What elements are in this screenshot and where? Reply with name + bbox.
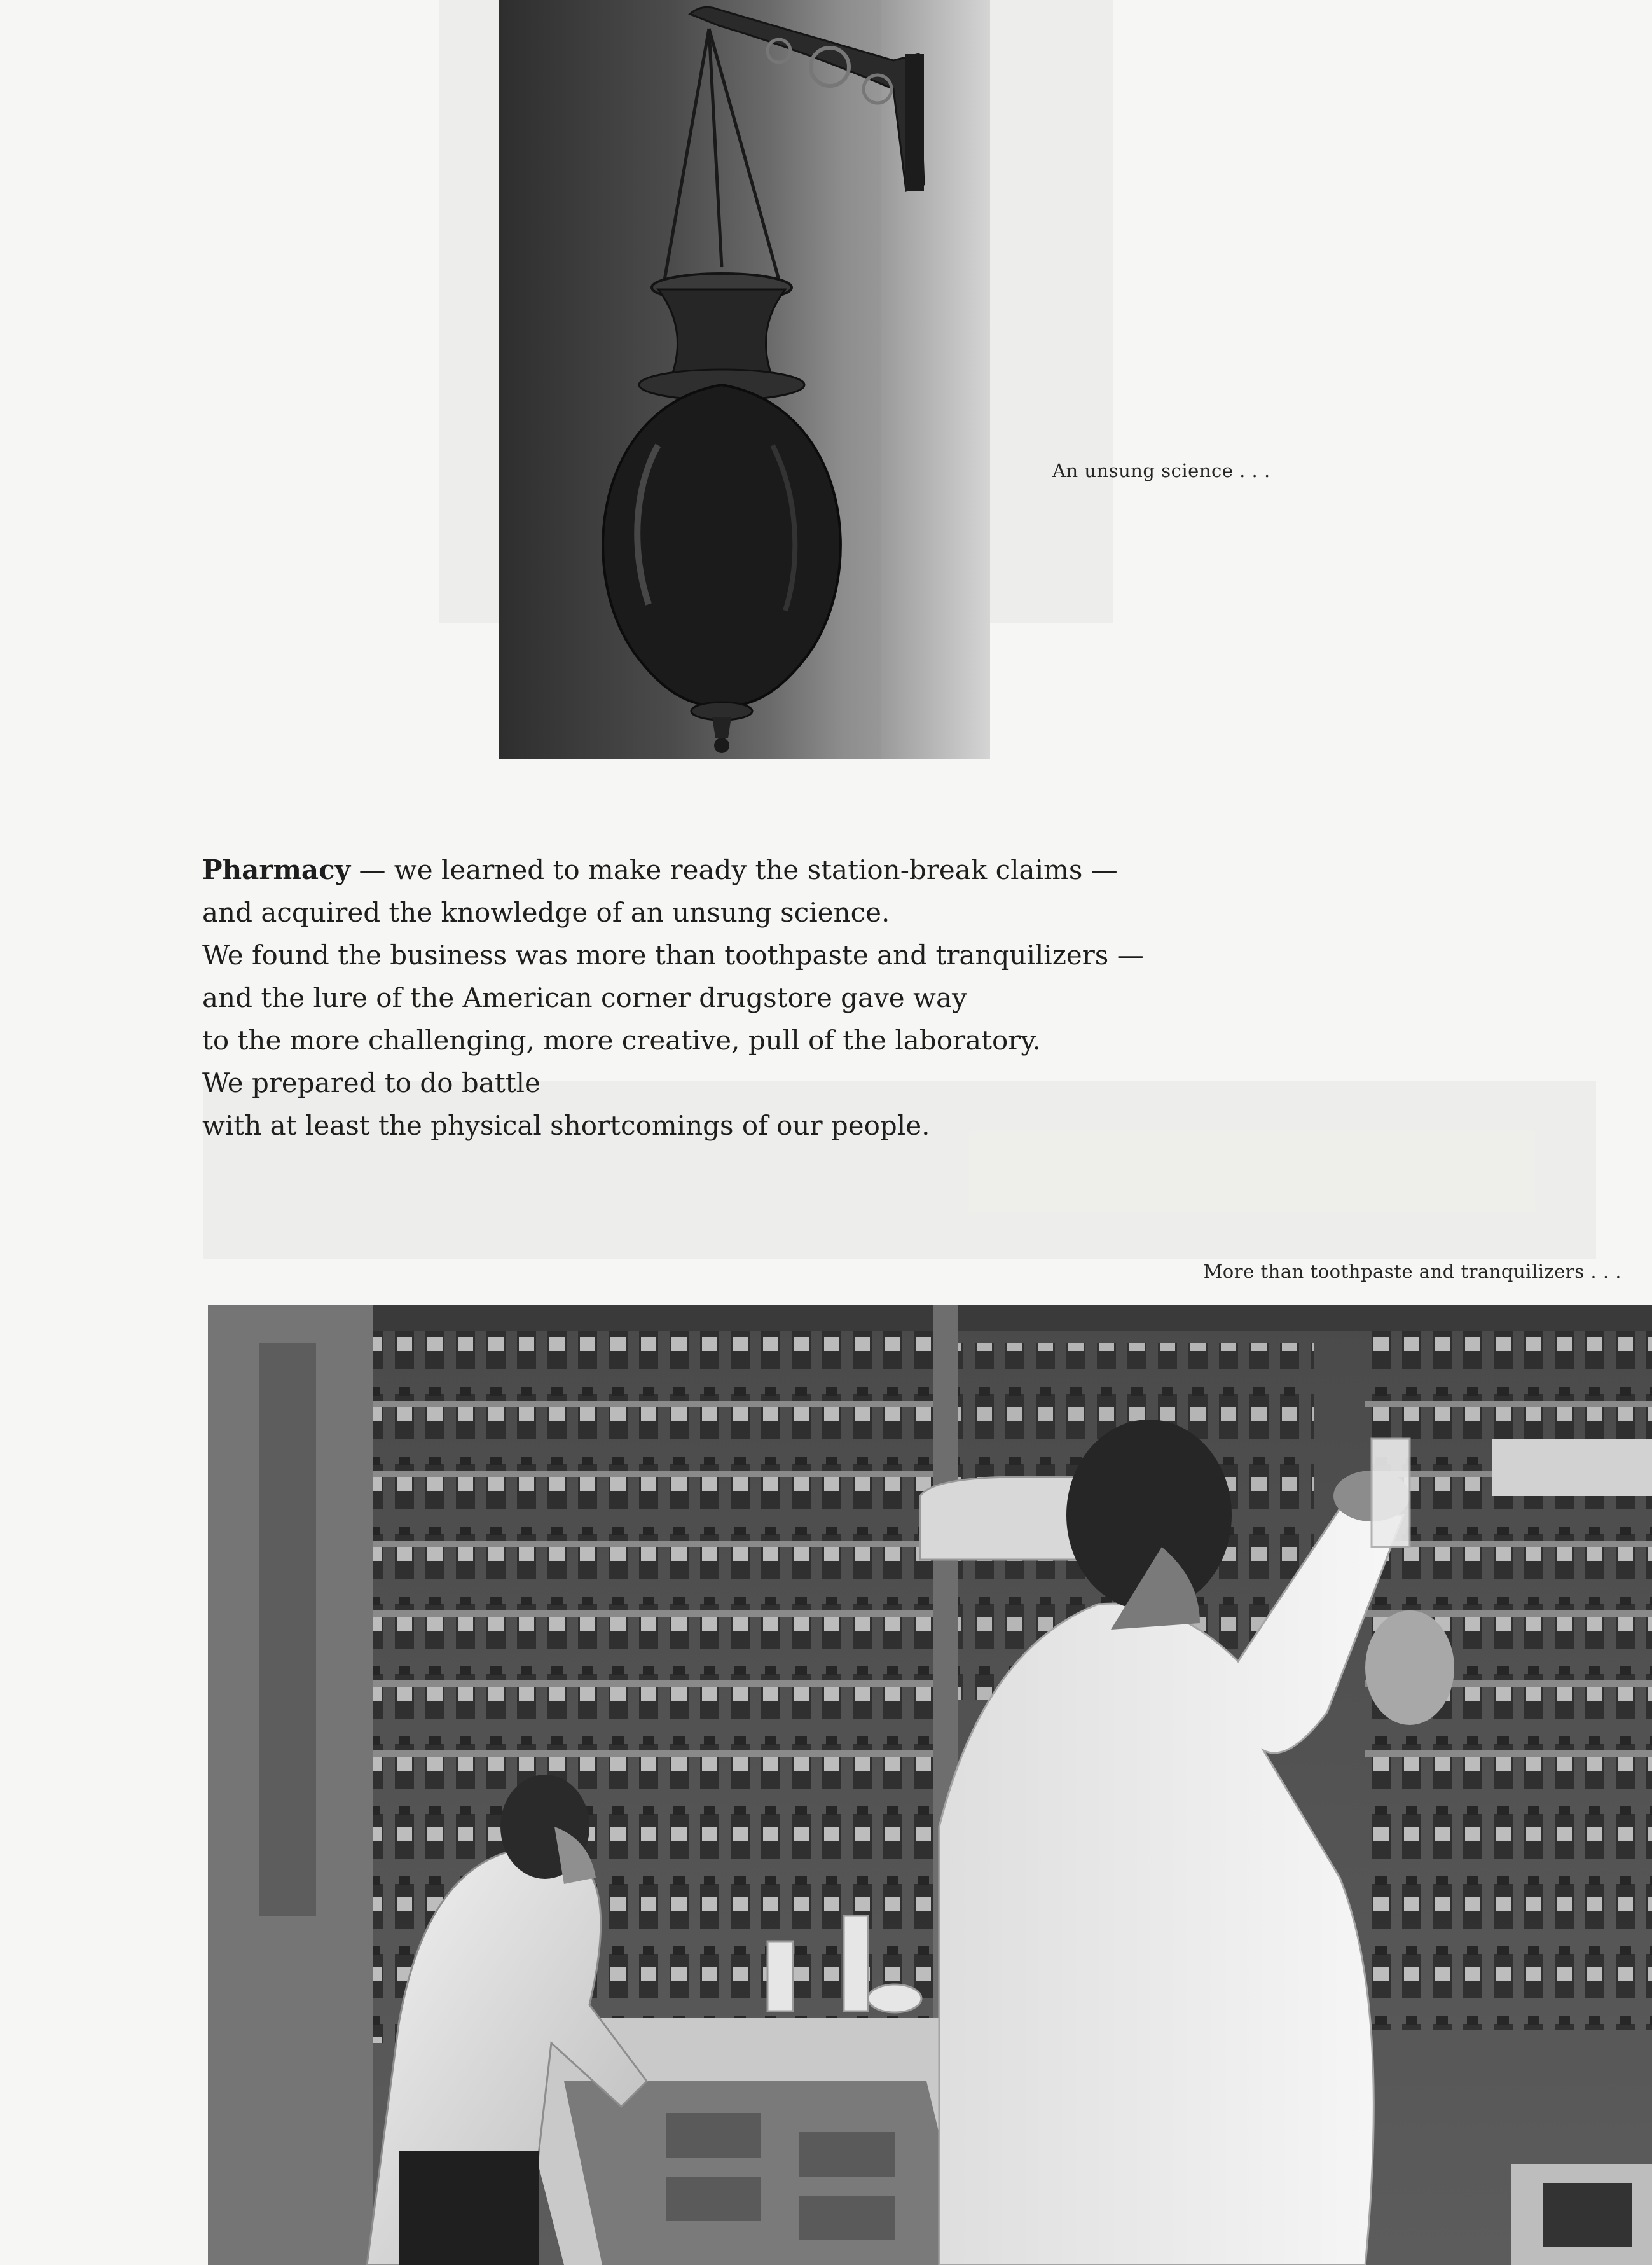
body-line: with at least the physical shortcomings of our people. <box>202 1110 930 1141</box>
body-paragraph <box>202 849 1220 1147</box>
hanging-chains <box>664 29 779 280</box>
bottom-photo-caption: More than toothpaste and tranquilizers . . . <box>1203 1261 1621 1282</box>
apothecary-globe-photo <box>499 0 990 759</box>
body-line-text: — we learned to make ready the station-break claims — <box>350 854 1118 885</box>
body-line <box>202 849 1220 891</box>
wall-bracket <box>690 7 924 191</box>
top-photo-caption: An unsung science . . . <box>1052 460 1270 481</box>
pharmacy-lab-photo <box>208 1305 1652 2265</box>
body-line: to the more challenging, more creative, pull of the laboratory. <box>202 1025 1041 1056</box>
lead-word: Pharmacy <box>202 854 351 885</box>
body-line: We prepared to do battle <box>202 1067 540 1098</box>
body-line: and the lure of the American corner drugstore gave way <box>202 982 967 1013</box>
apothecary-globe-illustration <box>499 0 990 759</box>
globe-vessel <box>603 274 841 753</box>
right-hood <box>1492 1439 1652 1496</box>
pharmacy-lab-illustration <box>208 1305 1652 2265</box>
body-line: and acquired the knowledge of an unsung science. <box>202 897 890 928</box>
body-line: We found the business was more than toothpaste and tranquilizers — <box>202 939 1144 971</box>
